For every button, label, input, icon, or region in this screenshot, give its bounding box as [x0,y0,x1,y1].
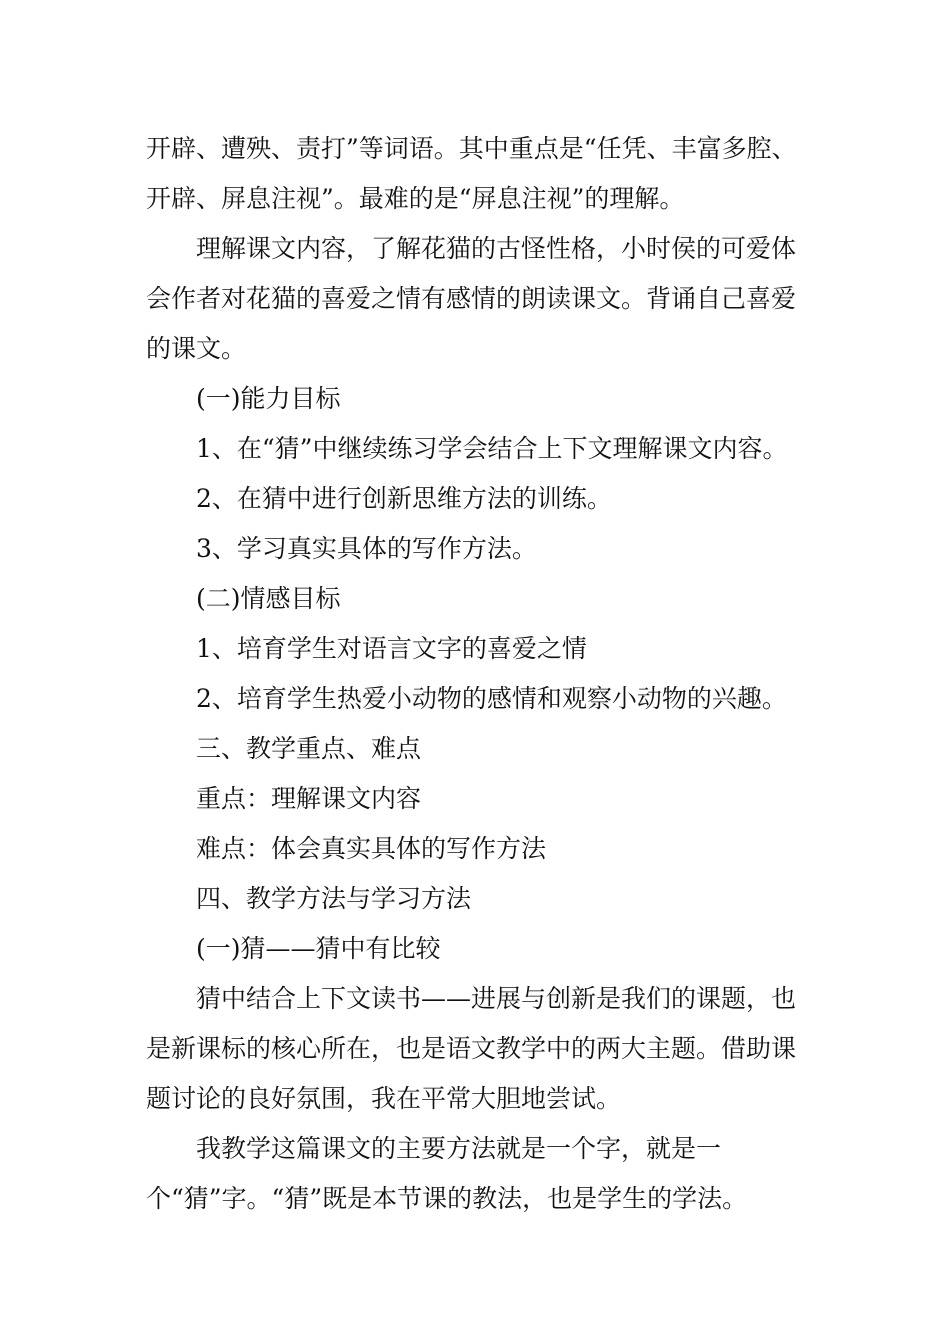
difficult-point-text: 难点：体会真实具体的写作方法 [196,834,547,863]
paragraph-vocabulary-continued: 开辟、遭殃、责打”等词语。其中重点是“任凭、丰富多腔、开辟、屏息注视”。最难的是“屏息注视”的理解。 [146,134,797,213]
heading-key-points: 三、教学重点、难点 [196,734,422,763]
key-point-text: 重点：理解课文内容 [196,784,422,813]
list-item-ability-1: 1、在“猜”中继续练习学会结合上下文理解课文内容。 [196,434,788,463]
heading-ability-goals: (一)能力目标 [196,384,341,413]
list-item-emotion-2: 2、培育学生热爱小动物的感情和观察小动物的兴趣。 [196,684,787,713]
document-body [146,124,816,1224]
heading-methods: 四、教学方法与学习方法 [196,884,472,913]
paragraph-main-method: 我教学这篇课文的主要方法就是一个字，就是一个“猜”字。“猜”既是本节课的教法，也是学生的学法。 [146,1134,748,1213]
paragraph-content-understanding: 理解课文内容，了解花猫的古怪性格，小时侯的可爱体会作者对花猫的喜爱之情有感情的朗读课文。背诵自己喜爱的课文。 [146,234,797,363]
list-item-emotion-1: 1、培育学生对语言文字的喜爱之情 [196,634,587,663]
list-item-ability-3: 3、学习真实具体的写作方法。 [196,534,537,563]
heading-emotion-goals: (二)情感目标 [196,584,341,613]
heading-guess-compare: (一)猜——猜中有比较 [196,934,441,963]
paragraph-guess-reading: 猜中结合上下文读书——进展与创新是我们的课题，也是新课标的核心所在，也是语文教学中的两大主题。借助课题讨论的良好氛围，我在平常大胆地尝试。 [146,984,797,1113]
list-item-ability-2: 2、在猜中进行创新思维方法的训练。 [196,484,612,513]
